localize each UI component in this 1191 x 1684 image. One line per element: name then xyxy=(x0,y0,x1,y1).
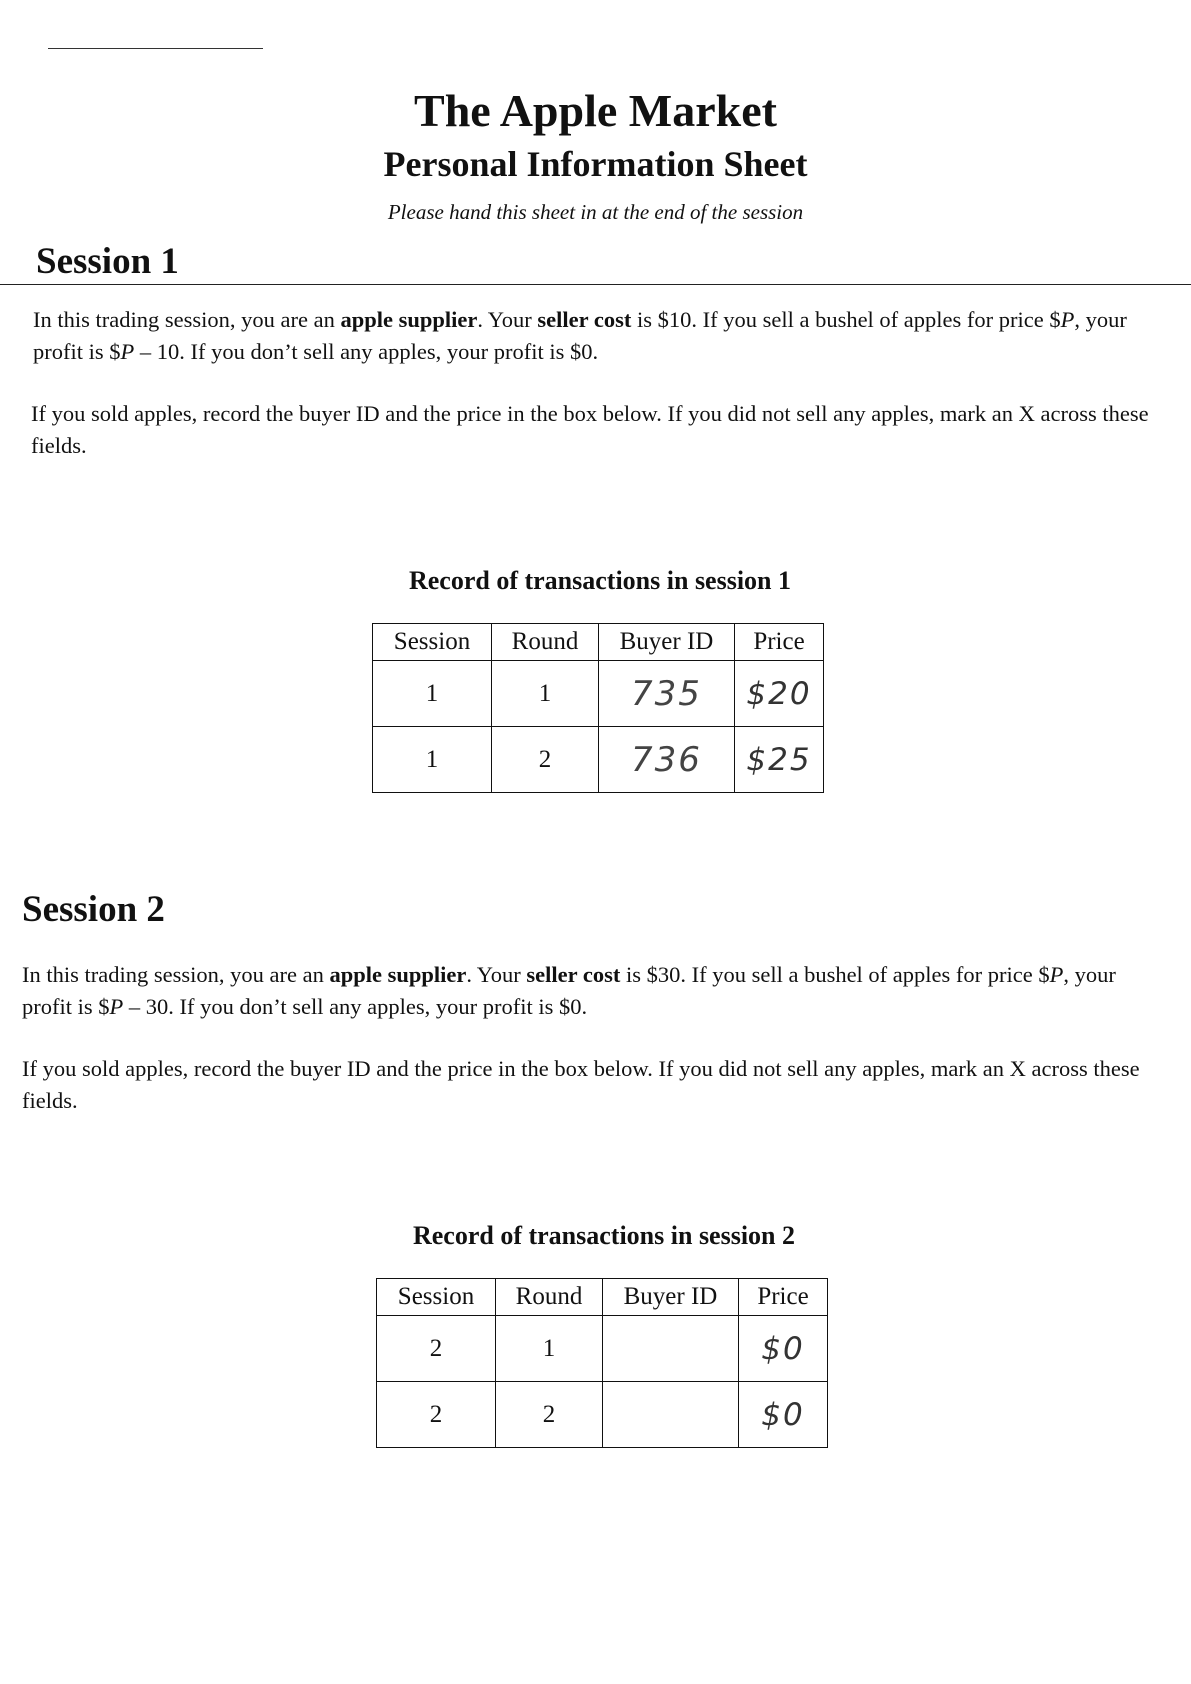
column-header-price: Price xyxy=(735,624,824,661)
price-cell[interactable]: $0 xyxy=(739,1316,828,1382)
table-row xyxy=(373,661,824,727)
price-cell[interactable]: $0 xyxy=(739,1382,828,1448)
column-header-session: Session xyxy=(377,1279,496,1316)
top-rule xyxy=(48,48,263,49)
session-1-table-caption: Record of transactions in session 1 xyxy=(408,566,792,595)
hand-in-instruction: Please hand this sheet in at the end of the session xyxy=(387,200,804,224)
round-cell: 1 xyxy=(496,1316,603,1382)
price-cell[interactable]: $25 xyxy=(735,727,824,793)
session-2-table-caption: Record of transactions in session 2 xyxy=(412,1221,796,1250)
table-header-row xyxy=(373,624,824,661)
buyer-id-cell[interactable] xyxy=(603,1382,739,1448)
session-1-transactions-table xyxy=(372,623,824,793)
column-header-price: Price xyxy=(739,1279,828,1316)
round-cell: 2 xyxy=(492,727,599,793)
session-1-recording-instructions: If you sold apples, record the buyer ID and the price in the box below. If you did not sell any apples, mark an X across these fields. xyxy=(31,401,1149,458)
page-title: The Apple Market xyxy=(414,85,777,136)
session-2-description: In this trading session, you are an apple supplier. Your seller cost is $30. If you sell a bushel of apples for price $P, your profit is $P – 30. If you don’t sell any apples, your profit is $0. xyxy=(22,962,1116,1019)
buyer-id-cell[interactable]: 736 xyxy=(599,727,735,793)
column-header-buyer-id: Buyer ID xyxy=(603,1279,739,1316)
round-cell: 2 xyxy=(496,1382,603,1448)
table-row xyxy=(377,1382,828,1448)
session-1-heading: Session 1 xyxy=(36,241,179,282)
buyer-id-cell[interactable]: 735 xyxy=(599,661,735,727)
table-header-row xyxy=(377,1279,828,1316)
column-header-buyer-id: Buyer ID xyxy=(599,624,735,661)
price-cell[interactable]: $20 xyxy=(735,661,824,727)
session-2-recording-instructions: If you sold apples, record the buyer ID and the price in the box below. If you did not sell any apples, mark an X across these fields. xyxy=(22,1056,1140,1113)
session-1-description: In this trading session, you are an apple supplier. Your seller cost is $10. If you sell a bushel of apples for price $P, your profit is $P – 10. If you don’t sell any apples, your profit is $0. xyxy=(33,307,1127,364)
page-subtitle: Personal Information Sheet xyxy=(383,144,808,184)
column-header-session: Session xyxy=(373,624,492,661)
column-header-round: Round xyxy=(492,624,599,661)
session-cell: 1 xyxy=(373,727,492,793)
session-cell: 1 xyxy=(373,661,492,727)
session-cell: 2 xyxy=(377,1316,496,1382)
round-cell: 1 xyxy=(492,661,599,727)
table-row xyxy=(377,1316,828,1382)
session-2-heading: Session 2 xyxy=(22,889,165,930)
session-2-transactions-table xyxy=(376,1278,828,1448)
session-1-rule xyxy=(0,284,1191,285)
table-row xyxy=(373,727,824,793)
session-cell: 2 xyxy=(377,1382,496,1448)
buyer-id-cell[interactable] xyxy=(603,1316,739,1382)
column-header-round: Round xyxy=(496,1279,603,1316)
